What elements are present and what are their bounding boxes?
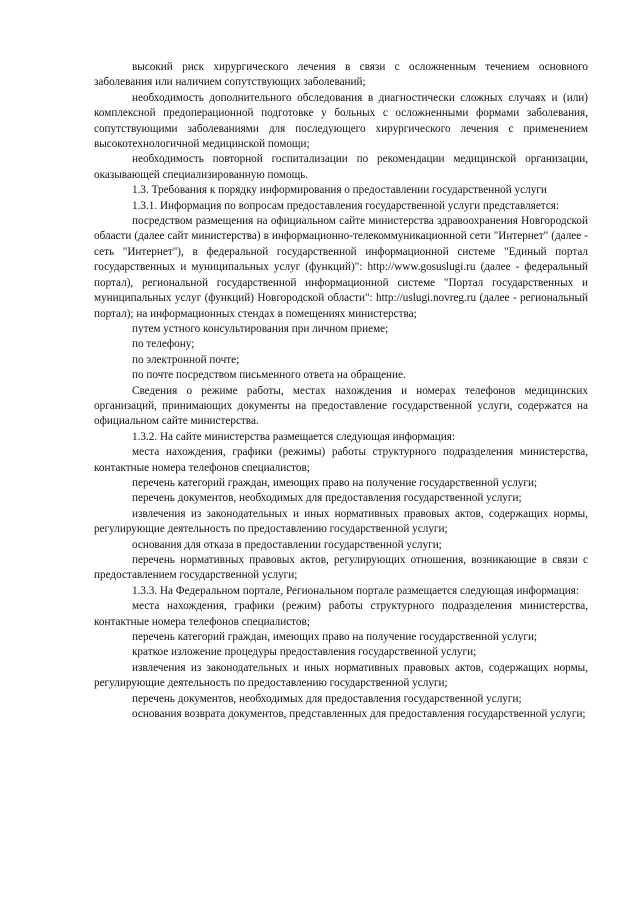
list-item-citizen-categories: перечень категорий граждан, имеющих право на получение государственной услуги; [132, 476, 538, 489]
list-item-legal-acts: перечень нормативных правовых актов, регулирующих отношения, возникающие в связи с предоставлением государственной услуги; [94, 554, 588, 582]
list-item-procedure-summary: краткое изложение процедуры предоставления государственной услуги; [132, 646, 477, 659]
list-item-locations: места нахождения, графики (режимы) работы структурного подразделения министерства, контактные номера телефонов специалистов; [94, 446, 588, 474]
list-item-email: по электронной почте; [132, 353, 240, 366]
section-heading-1-3-1: 1.3.1. Информация по вопросам предоставления государственной услуги представляется: [132, 199, 560, 212]
list-item-portal-legal-extracts: извлечения из законодательных и иных нормативных правовых актов, содержащих нормы, регулирующие деятельность по предоставлению государственной услуги; [94, 661, 588, 690]
paragraph-work-schedule: Сведения о режиме работы, местах нахождения и номерах телефонов медицинских организаций, принимающих документы на предоставление государственной услуги, содержатся на официальном сайте министерства. [94, 384, 588, 428]
section-heading-1-3: 1.3. Требования к порядку информирования о предоставлении государственной услуги [132, 184, 547, 197]
paragraph-website-posting: посредством размещения на официальном сайте министерства здравоохранения Новгородской области (далее сайт министерства) в информационно-телекоммуникационной сети "Интернет" (далее - сеть "Интернет"), в федеральной государственной информационной системе "Единый портал государственных и муниципальных услуг (функций)": http://www.gosuslugi.ru (далее - федеральный портал), региональной государственной информационной системе "Портал государственных и муниципальных услуг (функций) Новгородской области": http://uslugi.novreg.ru (далее - региональный портал); на информационных стендах в помещениях министерства; [94, 215, 588, 320]
list-item-oral-consultation: путем устного консультирования при личном приеме; [132, 322, 389, 335]
list-item-return-grounds: основания возврата документов, представленных для предоставления государственной услуги; [132, 708, 586, 721]
document-page [94, 60, 588, 722]
list-item-portal-locations: места нахождения, графики (режим) работы структурного подразделения министерства, контактные номера телефонов специалистов; [94, 600, 588, 628]
list-item-mail: по почте посредством письменного ответа на обращение. [132, 369, 406, 382]
list-item-legal-extracts: извлечения из законодательных и иных нормативных правовых актов, содержащих нормы, регулирующие деятельность по предоставлению государственной услуги; [94, 507, 588, 536]
list-item-phone: по телефону; [132, 338, 195, 351]
paragraph-high-risk: высокий риск хирургического лечения в связи с осложненным течением основного заболевания или наличием сопутствующих заболеваний; [94, 61, 588, 89]
paragraph-additional-exam: необходимость дополнительного обследования в диагностически сложных случаях и (или) комплексной предоперационной подготовке у больных с осложненными формами заболевания, сопутствующими заболеваниями для последующего хирургического лечения с применением высокотехнологичной медицинской помощи; [94, 91, 588, 151]
list-item-portal-documents: перечень документов, необходимых для предоставления государственной услуги; [132, 692, 522, 705]
section-heading-1-3-3: 1.3.3. На Федеральном портале, Региональном портале размещается следующая информация: [132, 584, 579, 597]
section-heading-1-3-2: 1.3.2. На сайте министерства размещается следующая информация: [132, 430, 456, 443]
list-item-refusal-grounds: основания для отказа в предоставлении государственной услуги; [132, 538, 442, 551]
paragraph-rehospitalization: необходимость повторной госпитализации по рекомендации медицинской организации, оказывающей специализированную помощь. [94, 153, 588, 181]
list-item-portal-citizen-categories: перечень категорий граждан, имеющих право на получение государственной услуги; [132, 631, 538, 644]
list-item-documents: перечень документов, необходимых для предоставления государственной услуги; [132, 492, 522, 505]
